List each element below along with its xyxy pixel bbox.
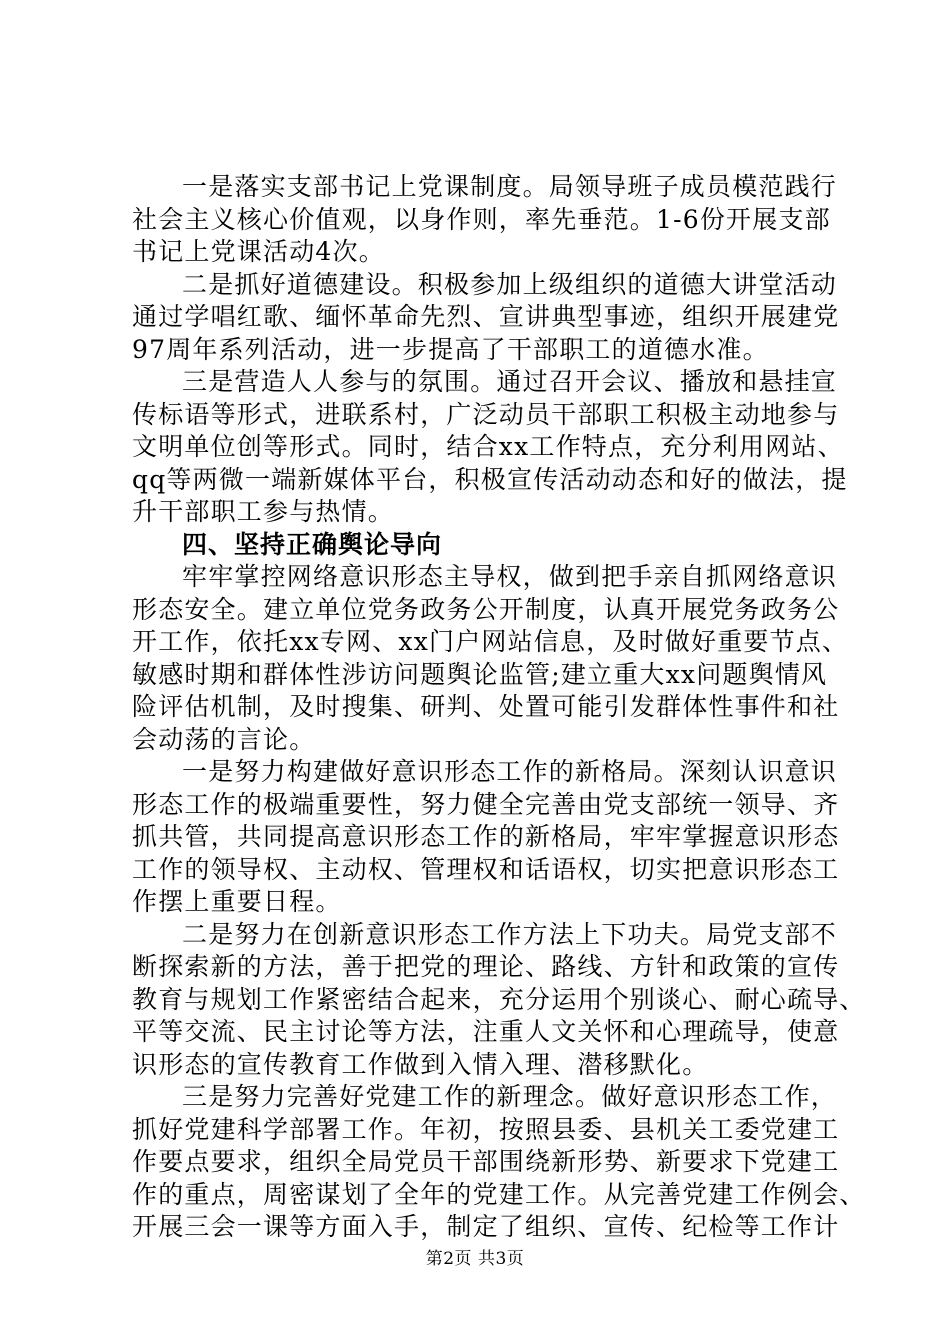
paragraph-line: 敏感时期和群体性涉访问题舆论监管;建立重大xx问题舆情风 (132, 659, 828, 689)
paragraph-line: 三是营造人人参与的氛围。通过召开会议、播放和悬挂宣 (182, 367, 838, 396)
paragraph-line: 二是努力在创新意识形态工作方法上下功夫。局党支部不 (182, 919, 838, 949)
paragraph-line: 形态工作的极端重要性，努力健全完善由党支部统一领导、齐 (132, 789, 840, 819)
paragraph-line: 一是努力构建做好意识形态工作的新格局。深刻认识意识 (182, 757, 838, 786)
paragraph-line: 97周年系列活动，进一步提高了干部职工的道德水准。 (132, 334, 769, 364)
paragraph-line: 抓好党建科学部署工作。年初，按照县委、县机关工委党建工 (132, 1114, 840, 1144)
paragraph-line: 平等交流、民主讨论等方法，注重人文关怀和心理疏导，使意 (132, 1017, 840, 1046)
paragraph-line: 作要点要求，组织全局党员干部围绕新形势、新要求下党建工 (132, 1147, 840, 1176)
paragraph-line: 会动荡的言论。 (132, 724, 316, 754)
paragraph-line: 断探索新的方法，善于把党的理论、路线、方针和政策的宣传 (132, 952, 840, 981)
paragraph-line: 开展三会一课等方面入手，制定了组织、宣传、纪检等工作计 (132, 1212, 840, 1241)
paragraph-line: 书记上党课活动4次。 (132, 237, 385, 266)
paragraph-line: 作摆上重要日程。 (132, 887, 342, 916)
paragraph-line: 一是落实支部书记上党课制度。局领导班子成员模范践行 (182, 172, 838, 201)
paragraph-line: 识形态的宣传教育工作做到入情入理、潜移默化。 (132, 1049, 709, 1079)
page-footer: 第2页 共3页 (425, 1249, 525, 1269)
paragraph-line: qq等两微一端新媒体平台，积极宣传活动动态和好的做法，提 (132, 464, 848, 494)
paragraph-line: 社会主义核心价值观，以身作则，率先垂范。1-6份开展支部 (132, 204, 831, 234)
paragraph-line: 作的重点，周密谋划了全年的党建工作。从完善党建工作例会、 (132, 1179, 866, 1209)
paragraph-line: 工作的领导权、主动权、管理权和话语权，切实把意识形态工 (132, 854, 840, 884)
paragraph-line: 三是努力完善好党建工作的新理念。做好意识形态工作， (182, 1082, 838, 1111)
paragraph-line: 升干部职工参与热情。 (132, 497, 395, 526)
paragraph-line: 抓共管，共同提高意识形态工作的新格局，牢牢掌握意识形态 (132, 822, 840, 851)
paragraph-line: 开工作，依托xx专网、xx门户网站信息，及时做好重要节点、 (132, 627, 849, 656)
section-heading: 四、坚持正确舆论导向 (182, 529, 443, 559)
paragraph-line: 教育与规划工作紧密结合起来，充分运用个别谈心、耐心疏导、 (132, 984, 866, 1014)
paragraph-line: 通过学唱红歌、缅怀革命先烈、宣讲典型事迹，组织开展建党 (132, 302, 840, 331)
document-body (132, 171, 866, 1244)
paragraph-line: 险评估机制，及时搜集、研判、处置可能引发群体性事件和社 (132, 692, 840, 721)
paragraph-line: 传标语等形式，进联系村，广泛动员干部职工积极主动地参与 (132, 399, 840, 429)
paragraph-line: 牢牢掌控网络意识形态主导权，做到把手亲自抓网络意识 (182, 562, 838, 591)
paragraph-line: 形态安全。建立单位党务政务公开制度，认真开展党务政务公 (132, 594, 840, 624)
paragraph-line: 文明单位创等形式。同时，结合xx工作特点，充分利用网站、 (132, 432, 844, 461)
paragraph-line: 二是抓好道德建设。积极参加上级组织的道德大讲堂活动 (182, 269, 838, 299)
